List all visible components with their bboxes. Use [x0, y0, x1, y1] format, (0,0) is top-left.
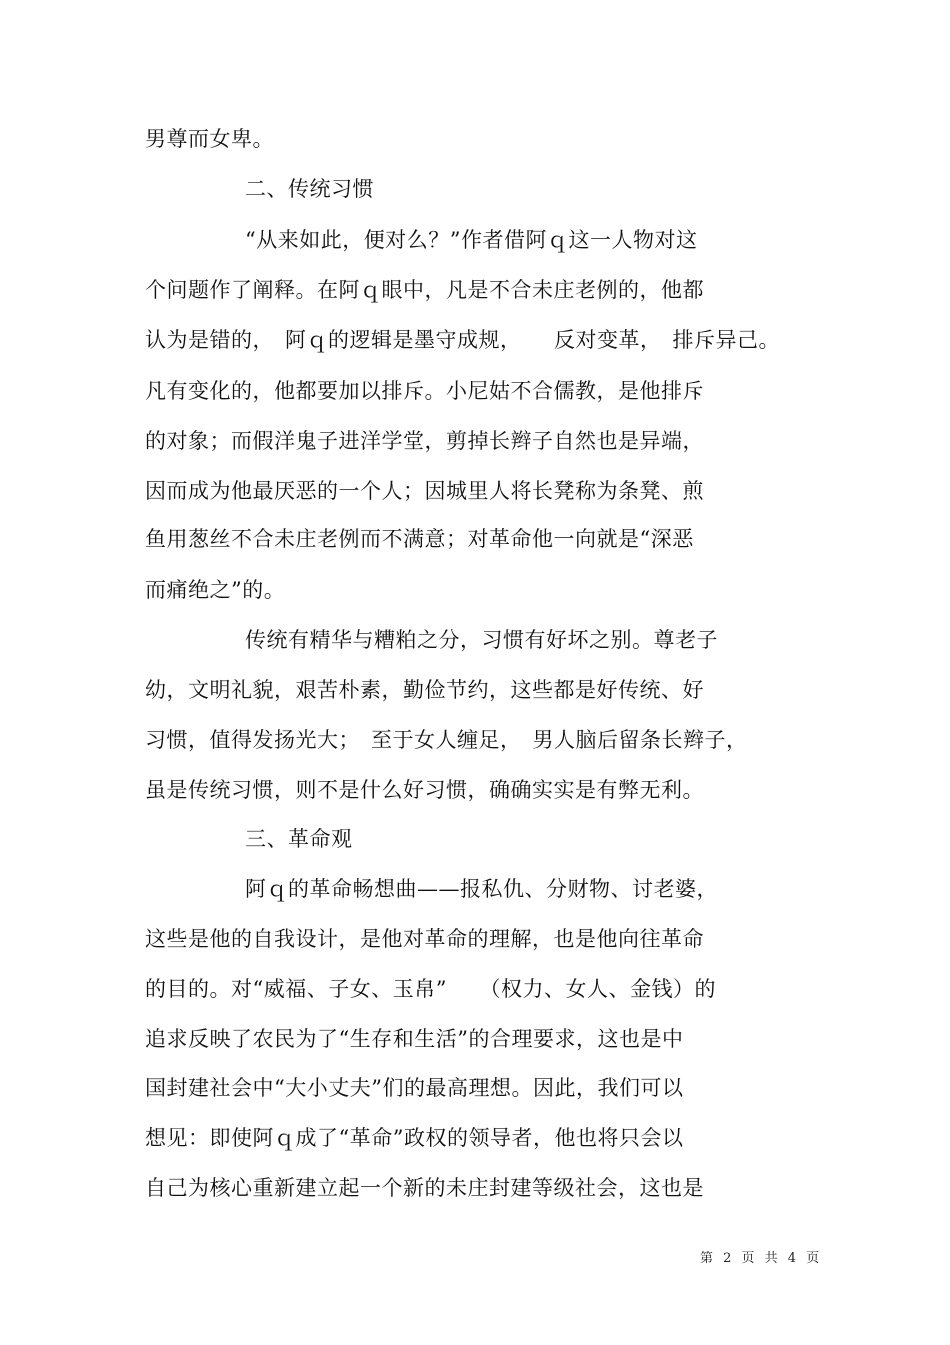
- text-line-10: 而痛绝之”的。: [145, 578, 286, 602]
- text-line-1: 男尊而女卑。: [145, 127, 274, 151]
- text-line-8: 因而成为他最厌恶的一个人；因城里人将长凳称为条凳、煎: [145, 479, 704, 503]
- text-line-16: 阿ｑ的革命畅想曲——报私仇、分财物、讨老婆，: [245, 877, 718, 901]
- text-line-3: “从来如此，便对么？”作者借阿ｑ这一人物对这: [245, 228, 698, 252]
- text-line-6: 凡有变化的，他都要加以排斥。小尼姑不合儒教，是他排斥: [145, 379, 704, 403]
- text-line-22: 自己为核心重新建立起一个新的未庄封建等级社会，这也是: [145, 1176, 704, 1200]
- text-line-17: 这些是他的自我设计，是他对革命的理解，也是他向往革命: [145, 927, 704, 951]
- section-heading-revolution-view: 三、革命观: [245, 827, 353, 851]
- section-heading-traditional-habits: 二、传统习惯: [245, 177, 374, 201]
- text-line-4: 个问题作了阐释。在阿ｑ眼中，凡是不合未庄老例的，他都: [145, 278, 704, 302]
- text-line-20: 国封建社会中“大小丈夫”们的最高理想。因此，我们可以: [145, 1076, 684, 1100]
- text-line-7: 的对象；而假洋鬼子进洋学堂，剪掉长辫子自然也是异端，: [145, 429, 704, 453]
- text-line-5: 认为是错的， 阿ｑ的逻辑是墨守成规， 反对变革， 排斥异己。: [145, 328, 780, 352]
- text-line-13: 习惯，值得发扬光大； 至于女人缠足， 男人脑后留条长辫子，: [145, 728, 748, 752]
- text-line-12: 幼，文明礼貌，艰苦朴素，勤俭节约，这些都是好传统、好: [145, 678, 704, 702]
- text-line-14: 虽是传统习惯，则不是什么好习惯，确确实实是有弊无利。: [145, 778, 704, 802]
- text-line-9: 鱼用葱丝不合未庄老例而不满意；对革命他一向就是“深恶: [145, 527, 694, 551]
- text-line-19: 追求反映了农民为了“生存和生活”的合理要求，这也是中: [145, 1027, 684, 1051]
- text-line-21: 想见：即使阿ｑ成了“革命”政权的领导者，他也将只会以: [145, 1126, 684, 1150]
- page-number-footer: 第 2 页 共 4 页: [700, 1251, 823, 1266]
- text-line-11: 传统有精华与糟粕之分，习惯有好坏之别。尊老子: [245, 628, 718, 652]
- text-line-18: 的目的。对“威福、子女、玉帛” （权力、女人、金钱）的: [145, 977, 716, 1001]
